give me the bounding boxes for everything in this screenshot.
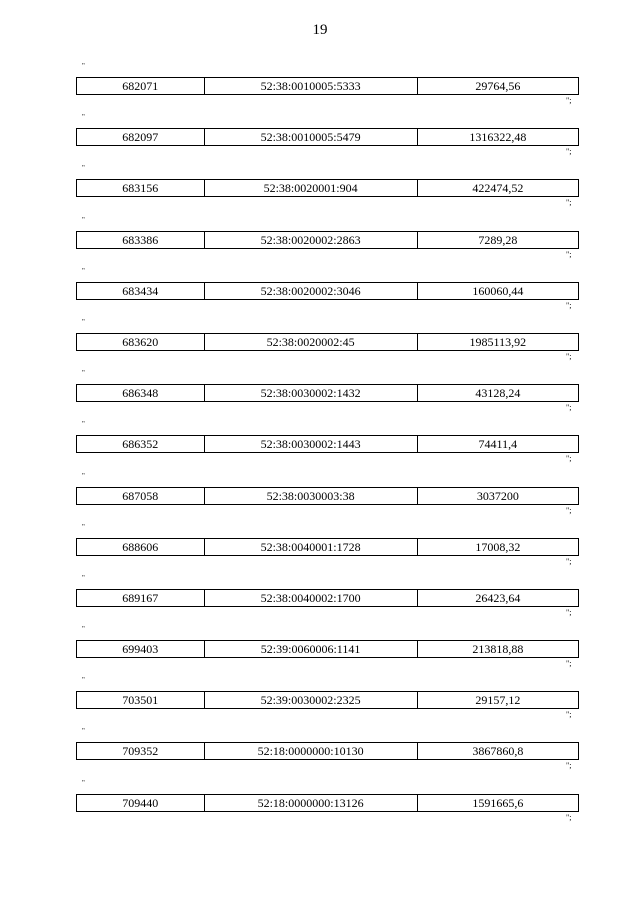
- value-cell: 29157,12: [475, 693, 521, 708]
- record-id-cell: 689167: [77, 590, 205, 606]
- record-id-cell: 686348: [77, 385, 205, 401]
- closing-quote-mark: ";: [566, 505, 572, 515]
- table-entry: [0, 625, 640, 676]
- value-cell: 29764,56: [475, 79, 521, 93]
- record-id-cell: 683386: [77, 232, 205, 248]
- closing-quote-mark: ";: [566, 351, 572, 361]
- cadastral-number-cell: 52:39:0060006:1141: [205, 641, 418, 657]
- cadastral-number-cell: 52:38:0020002:2863: [205, 232, 418, 248]
- value-cell: 1591665,6: [472, 795, 524, 810]
- closing-quote-mark: ";: [566, 812, 572, 822]
- table-row: [76, 231, 579, 249]
- closing-quote-mark: ";: [566, 454, 572, 464]
- value-cell: 160060,44: [472, 283, 524, 298]
- table-entry: [0, 779, 640, 830]
- closing-quote-mark: ";: [566, 300, 572, 310]
- table-entry: [0, 574, 640, 625]
- table-entry: [0, 727, 640, 778]
- table-row: [76, 589, 579, 607]
- cadastral-number-cell: 52:18:0000000:10130: [205, 743, 418, 759]
- entries-list: [0, 62, 640, 830]
- opening-quote-mark: ": [82, 727, 85, 736]
- cadastral-number-cell: 52:38:0040001:1728: [205, 539, 418, 555]
- table-row: [76, 77, 579, 95]
- opening-quote-mark: ": [82, 62, 85, 70]
- value-cell: 3867860,8: [472, 744, 524, 759]
- opening-quote-mark: ": [82, 573, 85, 582]
- table-row: [76, 691, 579, 709]
- record-id-cell: 687058: [77, 488, 205, 504]
- table-entry: [0, 523, 640, 574]
- table-row: [76, 128, 579, 146]
- opening-quote-mark: ": [82, 522, 85, 531]
- opening-quote-mark: ": [82, 369, 85, 378]
- cadastral-number-cell: 52:38:0040002:1700: [205, 590, 418, 606]
- value-cell: 17008,32: [475, 539, 521, 554]
- opening-quote-mark: ": [82, 164, 85, 173]
- closing-quote-mark: ";: [566, 710, 572, 720]
- table-entry: [0, 420, 640, 471]
- table-entry: [0, 472, 640, 523]
- table-row: [76, 333, 579, 351]
- record-id-cell: 688606: [77, 539, 205, 555]
- opening-quote-mark: ": [82, 778, 85, 787]
- opening-quote-mark: ": [82, 420, 85, 429]
- record-id-cell: 683434: [77, 283, 205, 299]
- closing-quote-mark: ";: [566, 607, 572, 617]
- value-cell: 74411,4: [478, 437, 518, 452]
- value-cell: 7289,28: [478, 232, 518, 247]
- table-row: [76, 384, 579, 402]
- record-id-cell: 682071: [77, 78, 205, 94]
- cadastral-number-cell: 52:38:0010005:5479: [205, 129, 418, 145]
- opening-quote-mark: ": [82, 113, 85, 122]
- value-cell: 3037200: [476, 488, 519, 503]
- value-cell: 26423,64: [475, 590, 521, 605]
- opening-quote-mark: ": [82, 215, 85, 224]
- opening-quote-mark: ": [82, 625, 85, 634]
- record-id-cell: 703501: [77, 692, 205, 708]
- table-entry: [0, 164, 640, 215]
- table-row: [76, 742, 579, 760]
- table-row: [76, 179, 579, 197]
- table-entry: [0, 216, 640, 267]
- value-cell: 1985113,92: [469, 334, 527, 349]
- cadastral-number-cell: 52:38:0010005:5333: [205, 78, 418, 94]
- closing-quote-mark: ";: [566, 761, 572, 771]
- cadastral-number-cell: 52:38:0030003:38: [205, 488, 418, 504]
- value-cell: 43128,24: [475, 386, 521, 401]
- record-id-cell: 699403: [77, 641, 205, 657]
- opening-quote-mark: ": [82, 266, 85, 275]
- value-cell: 422474,52: [472, 181, 524, 196]
- cadastral-number-cell: 52:38:0020002:45: [205, 334, 418, 350]
- cadastral-number-cell: 52:18:0000000:13126: [205, 795, 418, 811]
- record-id-cell: 683156: [77, 180, 205, 196]
- table-entry: [0, 369, 640, 420]
- record-id-cell: 686352: [77, 436, 205, 452]
- table-row: [76, 538, 579, 556]
- cadastral-number-cell: 52:38:0020002:3046: [205, 283, 418, 299]
- table-row: [76, 487, 579, 505]
- cadastral-number-cell: 52:39:0030002:2325: [205, 692, 418, 708]
- table-row: [76, 282, 579, 300]
- table-entry: [0, 267, 640, 318]
- opening-quote-mark: ": [82, 676, 85, 685]
- table-row: [76, 640, 579, 658]
- table-entry: [0, 676, 640, 727]
- opening-quote-mark: ": [82, 471, 85, 480]
- closing-quote-mark: ";: [566, 659, 572, 669]
- table-row: [76, 794, 579, 812]
- table-entry: [0, 318, 640, 369]
- cadastral-number-cell: 52:38:0030002:1443: [205, 436, 418, 452]
- record-id-cell: 709352: [77, 743, 205, 759]
- table-row: [76, 435, 579, 453]
- closing-quote-mark: ";: [566, 249, 572, 259]
- value-cell: 213818,88: [472, 642, 524, 657]
- closing-quote-mark: ";: [566, 147, 572, 157]
- closing-quote-mark: ";: [566, 556, 572, 566]
- record-id-cell: 683620: [77, 334, 205, 350]
- cadastral-number-cell: 52:38:0020001:904: [205, 180, 418, 196]
- table-entry: [0, 113, 640, 164]
- closing-quote-mark: ";: [566, 403, 572, 413]
- record-id-cell: 682097: [77, 129, 205, 145]
- closing-quote-mark: ";: [566, 198, 572, 208]
- record-id-cell: 709440: [77, 795, 205, 811]
- table-entry: [0, 62, 640, 113]
- closing-quote-mark: ";: [566, 96, 572, 105]
- opening-quote-mark: ": [82, 317, 85, 326]
- cadastral-number-cell: 52:38:0030002:1432: [205, 385, 418, 401]
- page-number: 19: [312, 22, 328, 38]
- value-cell: 1316322,48: [469, 130, 527, 145]
